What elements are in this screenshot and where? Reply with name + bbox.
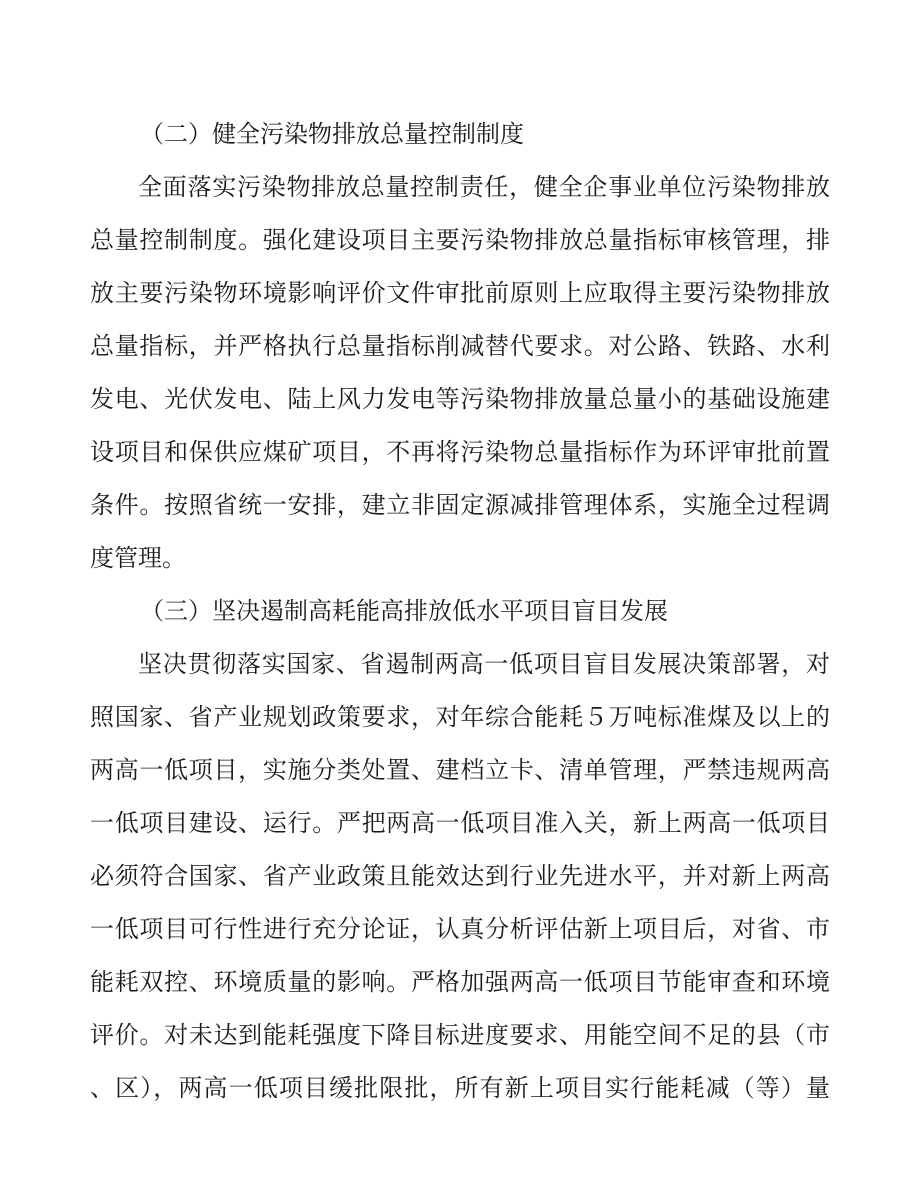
paragraph-line: 总量指标，并严格执行总量指标削减替代要求。对公路、铁路、水利 <box>90 332 830 360</box>
paragraph-line: 条件。按照省统一安排，建立非固定源减排管理体系，实施全过程调 <box>90 491 830 519</box>
paragraph-line: 能耗双控、环境质量的影响。严格加强两高一低项目节能审查和环境 <box>90 968 830 996</box>
paragraph-line: 评价。对未达到能耗强度下降目标进度要求、用能空间不足的县（市 <box>90 1021 830 1049</box>
paragraph-line: 放主要污染物环境影响评价文件审批前原则上应取得主要污染物排放 <box>90 279 830 307</box>
paragraph-line: 两高一低项目，实施分类处置、建档立卡、清单管理，严禁违规两高 <box>90 756 830 784</box>
paragraph-line: 必须符合国家、省产业政策且能效达到行业先进水平，并对新上两高 <box>90 862 830 890</box>
paragraph-line: 全面落实污染物排放总量控制责任，健全企事业单位污染物排放 <box>138 173 830 201</box>
paragraph-line: 一低项目可行性进行充分论证，认真分析评估新上项目后，对省、市 <box>90 915 830 943</box>
paragraph-line: 一低项目建设、运行。严把两高一低项目准入关，新上两高一低项目 <box>90 809 830 837</box>
paragraph-line: 发电、光伏发电、陆上风力发电等污染物排放量总量小的基础设施建 <box>90 385 830 413</box>
paragraph-line: 坚决贯彻落实国家、省遏制两高一低项目盲目发展决策部署，对 <box>138 650 830 678</box>
paragraph-line: 设项目和保供应煤矿项目，不再将污染物总量指标作为环评审批前置 <box>90 438 830 466</box>
paragraph-line: 照国家、省产业规划政策要求，对年综合能耗５万吨标准煤及以上的 <box>90 703 830 731</box>
section-heading-2: （二）健全污染物排放总量控制制度 <box>140 120 524 148</box>
section-heading-3: （三）坚决遏制高耗能高排放低水平项目盲目发展 <box>140 597 668 625</box>
paragraph-line: 总量控制制度。强化建设项目主要污染物排放总量指标审核管理，排 <box>90 226 830 254</box>
paragraph-line: 度管理。 <box>90 544 186 572</box>
paragraph-line: 、区），两高一低项目缓批限批，所有新上项目实行能耗减（等）量 <box>90 1074 830 1102</box>
